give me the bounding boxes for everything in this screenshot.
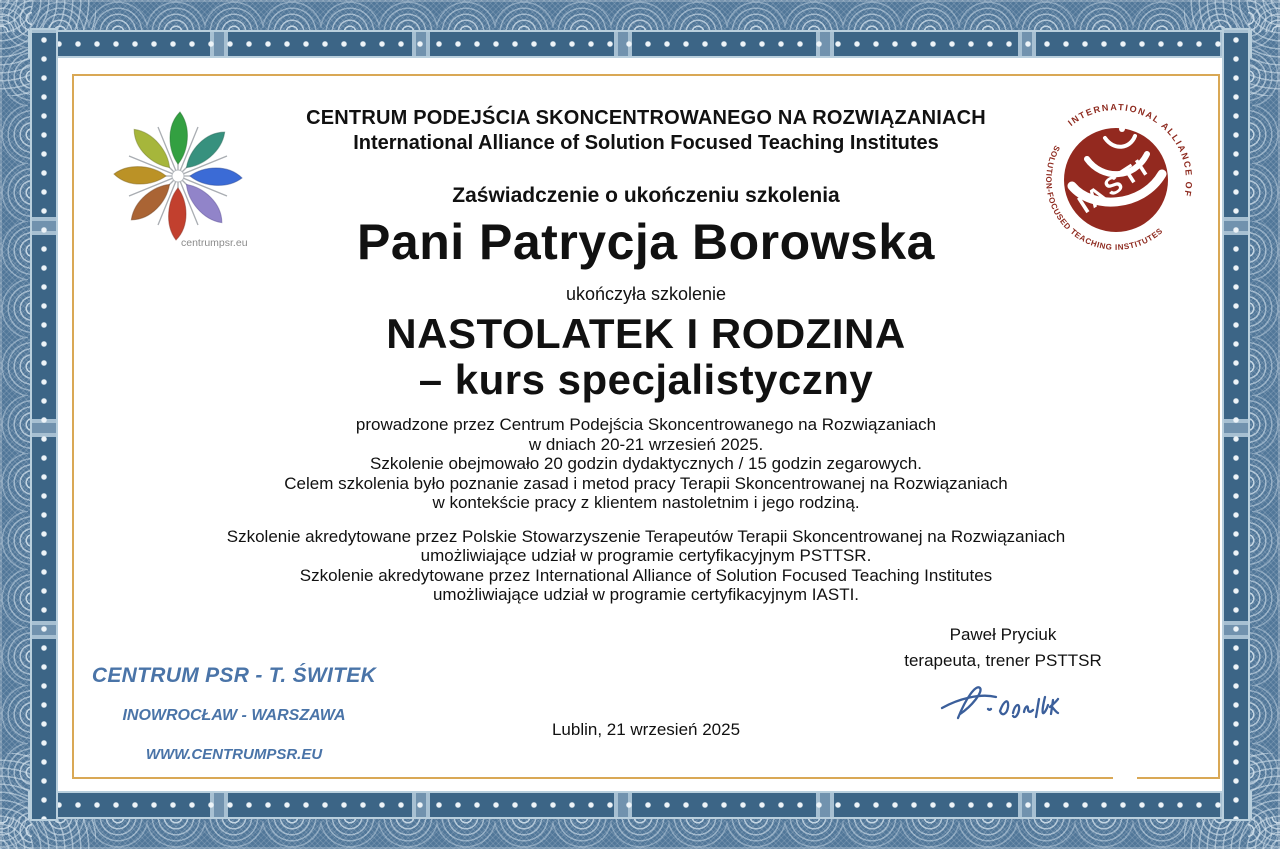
iasti-arc-top-text: INTERNATIONAL ALLIANCE OF xyxy=(1065,102,1195,199)
border-rail-bottom xyxy=(28,791,1252,819)
iasti-acronym: IASTI xyxy=(1073,152,1155,220)
signature-ink xyxy=(928,678,1078,726)
accreditation-line: Szkolenie akredytowane przez Polskie Stowarzyszenie Terapeutów Terapii Skoncentrowanej na Rozwiązaniach xyxy=(226,526,1066,546)
issuer-website: WWW.CENTRUMPSR.EU xyxy=(145,746,323,763)
iasti-arc-bottom-text: SOLUTION-FOCUSED TEACHING INSTITUTES xyxy=(1044,143,1165,252)
details-line: Szkolenie obejmowało 20 godzin dydaktycznych / 15 godzin zegarowych. xyxy=(370,454,922,473)
details-line: Celem szkolenia było poznanie zasad i metod pracy Terapii Skoncentrowanej na Rozwiązaniach xyxy=(284,473,1008,493)
accreditation-line: umożliwiające udział w programie certyfikacyjnym PSTTSR. xyxy=(420,546,872,565)
border-rail-top xyxy=(28,30,1252,58)
issuer-name: CENTRUM PSR - T. ŚWITEK xyxy=(91,664,377,687)
accreditation xyxy=(74,527,1218,605)
org-name-line2: International Alliance of Solution Focused Teaching Institutes xyxy=(353,132,939,154)
signer-name: Paweł Pryciuk xyxy=(949,625,1057,644)
details-line: prowadzone przez Centrum Podejścia Skoncentrowanego na Rozwiązaniach xyxy=(355,415,937,434)
border-ornament-right xyxy=(1248,0,1280,849)
certificate-content xyxy=(74,76,1218,777)
accreditation-line: umożliwiające udział w programie certyfikacyjnym IASTI. xyxy=(432,585,860,604)
issuer-block xyxy=(84,664,384,763)
flower-logo-caption: centrumpsr.eu xyxy=(181,237,248,249)
accreditation-line: Szkolenie akredytowane przez International Alliance of Solution Focused Teaching Institutes xyxy=(299,565,993,585)
details-line: w kontekście pracy z klientem nastoletnim i jego rodziną. xyxy=(432,493,860,512)
border-ornament-left xyxy=(0,0,32,849)
border-ornament-bottom xyxy=(0,817,1280,849)
border-ornament-top xyxy=(0,0,1280,32)
course-title xyxy=(74,311,1218,403)
border-rail-right xyxy=(1222,28,1250,821)
signer-block xyxy=(848,622,1158,731)
details-line: w dniach 20-21 wrzesień 2025. xyxy=(528,434,764,454)
signer-title: terapeuta, trener PSTTSR xyxy=(904,651,1102,670)
recipient-name: Pani Patrycja Borowska xyxy=(357,214,935,270)
center-column xyxy=(74,106,1218,605)
document-type-title: Zaświadczenie o ukończeniu szkolenia xyxy=(452,184,840,207)
issuer-cities: INOWROCŁAW - WARSZAWA xyxy=(122,707,346,724)
date-place: Lublin, 21 wrzesień 2025 xyxy=(551,720,741,739)
course-title-line2: – kurs specjalistyczny xyxy=(418,356,874,403)
border-rail-left xyxy=(30,28,58,821)
course-details xyxy=(74,415,1218,513)
course-title-line1: NASTOLATEK I RODZINA xyxy=(386,310,906,357)
completion-line: ukończyła szkolenie xyxy=(565,284,727,304)
org-name-line1: CENTRUM PODEJŚCIA SKONCENTROWANEGO NA ROZWIĄZANIACH xyxy=(306,107,986,129)
